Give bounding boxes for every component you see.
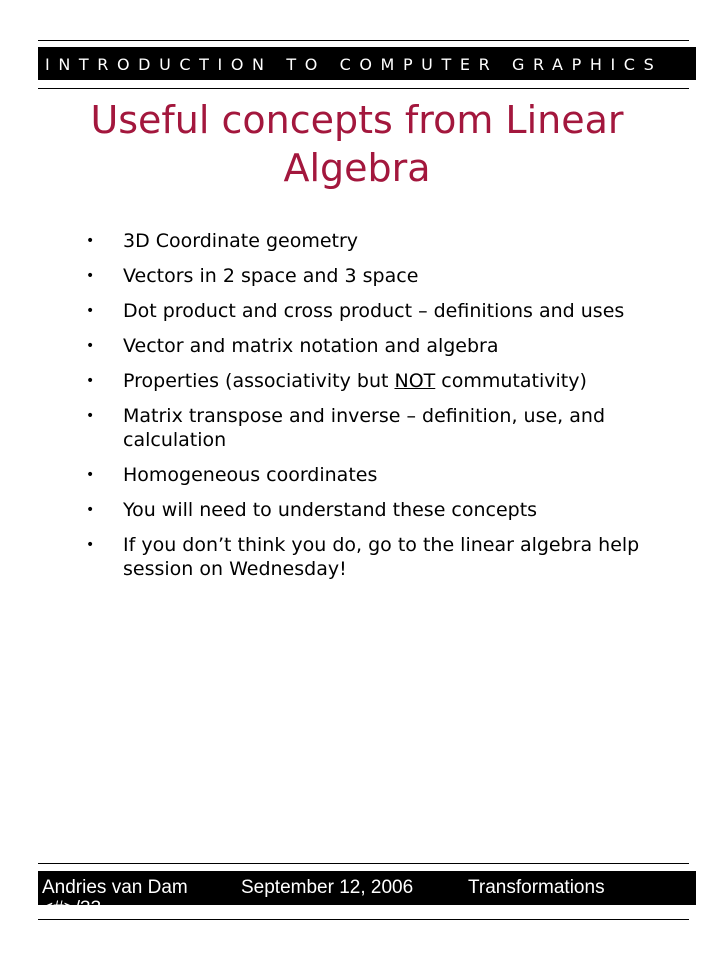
bullet-item	[0, 533, 720, 581]
bullet-text: Matrix transpose and inverse – definition, use, and calculation	[123, 405, 606, 451]
bullet-dot-icon: •	[86, 268, 95, 284]
bullet-dot-icon: •	[86, 502, 95, 518]
bullet-item	[0, 229, 720, 253]
top-rule	[38, 40, 689, 41]
bullet-dot-icon: •	[86, 537, 95, 553]
slide-title: Useful concepts from Linear Algebra	[90, 98, 624, 190]
bullet-text	[123, 369, 643, 393]
bullet-dot-icon: •	[86, 338, 95, 354]
bullet-list	[0, 229, 720, 592]
bullet-text: You will need to understand these concepts	[123, 499, 538, 521]
bullet-text: Vector and matrix notation and algebra	[123, 335, 499, 357]
footer-page-number: <#>/33	[42, 898, 102, 919]
bullet-item	[0, 369, 720, 393]
bullet-item	[0, 334, 720, 358]
bullet-text-before: Properties (associativity but	[123, 370, 395, 392]
slide-footer	[38, 871, 696, 919]
bullet-dot-icon: •	[86, 373, 95, 389]
bullet-item	[0, 463, 720, 487]
bullet-text: Vectors in 2 space and 3 space	[123, 265, 419, 287]
bullet-dot-icon: •	[86, 233, 95, 249]
course-title: INTRODUCTION TO COMPUTER GRAPHICS	[45, 55, 663, 74]
bullet-text: If you don’t think you do, go to the linear algebra help session on Wednesday!	[123, 534, 640, 580]
footer-topic: Transformations	[468, 877, 605, 898]
bullet-text: Homogeneous coordinates	[123, 464, 378, 486]
course-header	[38, 47, 696, 80]
bullet-item	[0, 498, 720, 522]
bullet-dot-icon: •	[86, 467, 95, 483]
bullet-dot-icon: •	[86, 303, 95, 319]
bullet-text: 3D Coordinate geometry	[123, 230, 359, 252]
bullet-item	[0, 404, 720, 452]
bullet-text: Dot product and cross product – definitions and uses	[123, 300, 625, 322]
header-underline-rule	[38, 88, 689, 89]
bullet-dot-icon: •	[86, 408, 95, 424]
footer-top-rule	[38, 863, 689, 864]
bullet-text-after: commutativity)	[435, 370, 587, 392]
footer-author: Andries van Dam	[42, 877, 188, 898]
bullet-emphasis: NOT	[394, 370, 436, 392]
footer-date: September 12, 2006	[241, 877, 414, 898]
footer-bottom-rule	[38, 919, 689, 920]
bullet-item	[0, 264, 720, 288]
bullet-item	[0, 299, 720, 323]
